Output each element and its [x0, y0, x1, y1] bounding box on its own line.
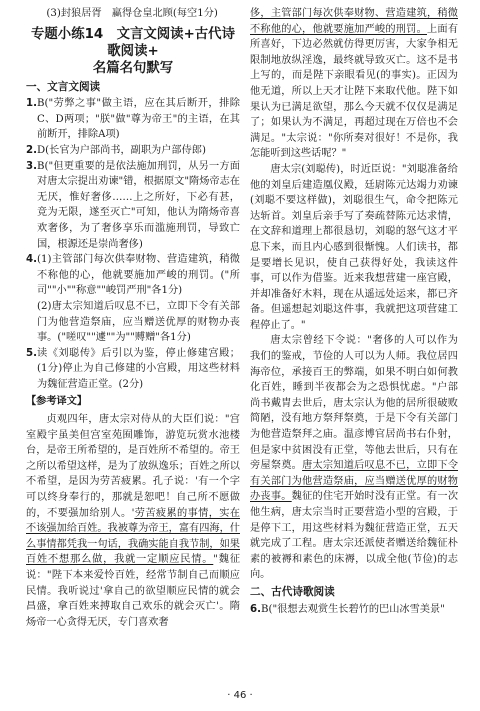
left-column	[26, 6, 240, 630]
answer-item	[26, 346, 240, 393]
answer-item	[26, 252, 240, 299]
item-number: 3.	[26, 160, 37, 172]
translation-paragraph	[250, 6, 458, 162]
translation-text: 上面有所喜好，下边必然就仿得更厉害，大家争相无限制地放纵淫逸，最终就导致灭亡。这不是书上写的，而是陛下亲眼看见(的事实)。正因为他无道，所以上天才让陛下来取代他。陛下如果认为已满足欲望，那么今天就不仅仅是满足了；如果认为不满足，再超过现在万倍也不会满足。"太宗说："你所奏对很好！不是你，我怎能听到这些话呢？"	[250, 23, 459, 160]
item-number: 2.	[26, 144, 37, 156]
underlined-translation-text: 劳苦疲累的事情，实在不该强加给百姓。我被尊为帝王，富有四海，什么事情都凭我一句话，我确实能自我节制，如果百姓不想那么做，我就一定顺应民情。	[26, 507, 240, 566]
item-number: 5.	[26, 347, 37, 359]
item-text: D(长官为户部尚书，副职为户部侍郎)	[37, 144, 206, 156]
translation-paragraph	[250, 333, 458, 583]
item-text: 读《刘聪传》后引以为鉴，停止修建宫殿；(1分)停止为自己修建的小宫殿，用这些材料为魏征营造正堂。(2分)	[37, 347, 240, 390]
underlined-translation-text: 唐太宗知道后叹息不已，立即下令有关部门为他营造祭庙，应当赠送优厚的财物办丧事。	[250, 460, 459, 503]
translation-paragraph	[26, 412, 240, 630]
section-title-line-2: 名篇名句默写	[92, 60, 174, 76]
item-text: B("劳弊之事"做主语，应在其后断开，排除C、D两项；"朕"做"尊为帝王"的主语，在其前断开，排除A项)	[37, 98, 240, 141]
translation-text: "魏征说："陛下本来爱怜百姓，经常节制自己而顺应民情。我听说过'拿自己的欲望顺应民情的就会昌盛，拿百姓来搏取自己欢乐的就会灭亡'。隋炀帝一心贪得无厌，专门喜欢奢	[26, 554, 241, 628]
item-text: (1)主管部门每次供奉财物、营造建筑，稍微不称他的心，他就要施加严峻的刑罚。("所司""小""称意""峻罚严刑"各1分)	[37, 254, 240, 297]
answer-item	[250, 602, 458, 618]
translation-text: 唐太宗曾经下令说："奢侈的人可以作为我们的鉴戒，节俭的人可以为人师。我位居四海帝位，承接百王的弊端，如果不明白如何教化百姓，睡到半夜都会为之恐惧忧虑。"户部尚书戴胄去世后，唐太宗认为他的居所很破败简陋，没有地方祭拜祭奠，于是下令有关部门为他营造祭拜之庙。温彦博官居尚书右仆射，但是家中贫困没有正堂，等他去世后，只有在旁屋祭奠。	[250, 335, 458, 472]
item-number: 4.	[26, 254, 37, 266]
translation-text: 贞观四年，唐太宗对侍从的大臣们说："宫室殿宇虽美但宫室苑囿雕饰，游览玩赏水池楼台，是帝王所希望的，是百姓所不希望的。帝王之所以希望这样，是为了放纵逸乐；百姓之所以不希望，是因为劳苦疲累。孔子说：'有一个字可以终身奉行的，那就是恕吧！自己所不愿做的，不要强加给别人。'	[26, 414, 240, 519]
item-subanswer: (2)唐太宗知道后叹息不已，立即下令有关部门为他营造祭庙，应当赠送优厚的财物办丧事。("嗟叹""遽""为""赙赠"各1分)	[37, 300, 240, 344]
answer-item	[26, 159, 240, 253]
answer-item	[26, 143, 240, 159]
part-heading-classical-chinese: 一、文言文阅读	[26, 80, 101, 93]
translation-text: 魏征的住宅开始时没有正堂。有一次他生病，唐太宗当时正要营造小型的宫殿，于是停下工，用这些材料为魏征营造正堂，五天就完成了工程。唐太宗还派使者赠送给魏征朴素的被褥和素色的床褥，以成全他(节俭)的志向。	[250, 491, 459, 581]
underlined-translation-text: 侈，主管部门每次供奉财物、营造建筑，稍微不称他的心，他就要施加严峻的刑罚。	[250, 8, 458, 35]
section-title	[26, 26, 240, 77]
right-column	[250, 6, 458, 617]
item-text: B("很想去观赏生长碧竹的巴山冰雪美景"	[261, 603, 445, 615]
part-heading-poetry: 二、古代诗歌阅读	[250, 585, 335, 598]
page-number: · 46 ·	[227, 690, 253, 701]
answer-item	[26, 96, 240, 143]
item-text: B("但更重要的是依法施加刑罚，从另一方面对唐太宗提出劝谏"错，根据原文"隋炀帝志在无厌，惟好奢侈……上之所好，下必有甚，竞为无限，遂至灭亡"可知，他认为隋炀帝喜欢奢侈，为了奢侈享乐而滥施刑罚，导致亡国，根源还是崇尚奢侈)	[37, 160, 240, 250]
reference-translation-label: 【参考译文】	[26, 396, 88, 408]
item-number: 6.	[250, 603, 261, 615]
item-number: 1.	[26, 98, 37, 110]
translation-paragraph: 唐太宗(刘聪传)，时近臣说："刘聪准备给他的刘皇后建造凰仪殿，廷尉陈元达竭力劝谏(刘聪不要这样做)，刘聪很生气，命令把陈元达斩首。刘皇后亲手写了奏疏替陈元达求情，在文辞和道理上都很恳切，刘聪的怒气这才平息下来，而且内心感到很惭愧。人们读书，都是要增长见识，使自己获得好处，我读这件事，可以作为借鉴。近来我想营建一座宫殿，并却准备好木料，现在从遥远处运来，都已齐备。但遥想起刘聪这件事，我就把这项营建工程停止了。"	[250, 163, 458, 331]
section-title-line-1: 专题小练14 文言文阅读+古代诗歌阅读+	[31, 26, 235, 59]
previous-answer-line: (3)封狼居胥 蠃得仓皇北顾(每空1分)	[46, 8, 218, 19]
